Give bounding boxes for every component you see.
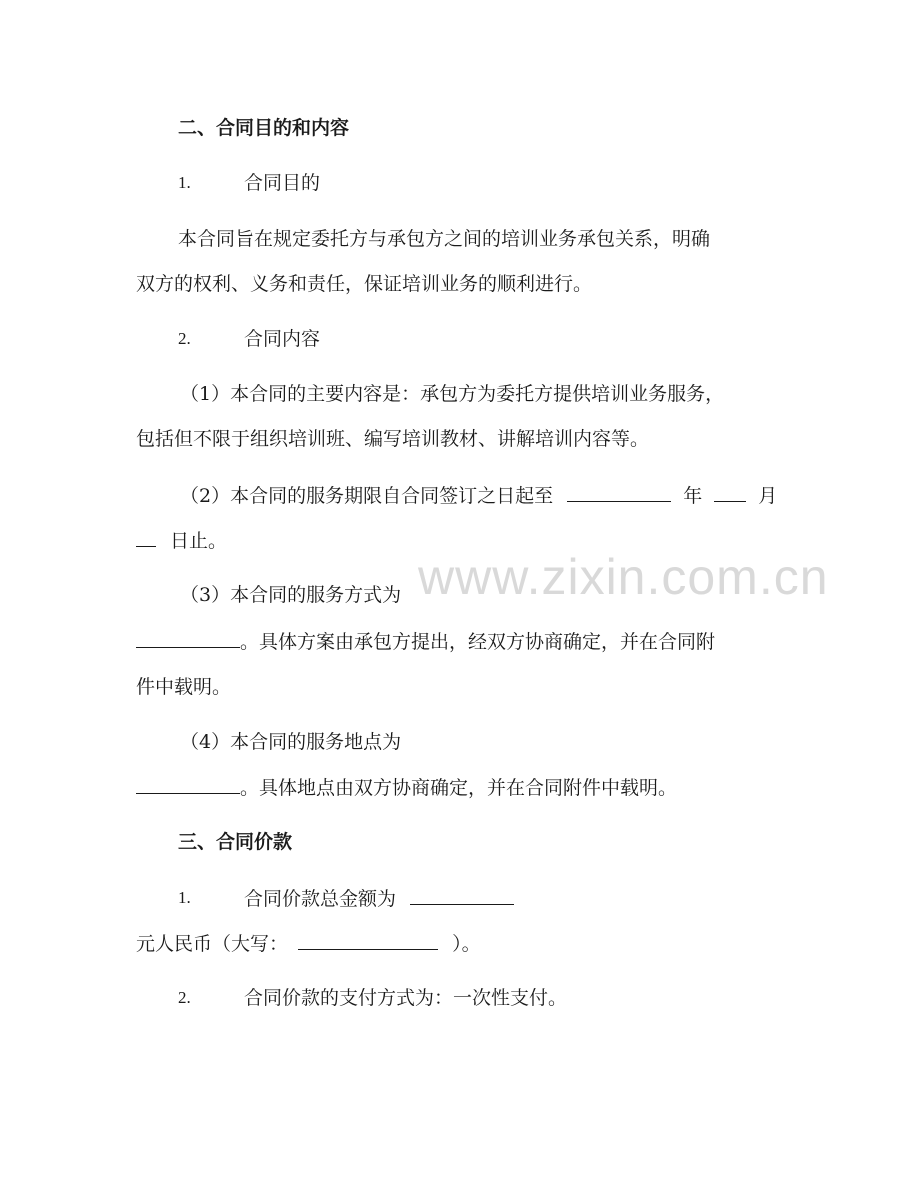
watermark: www.zixin.com.cn — [418, 549, 829, 605]
item-number: 1. — [178, 888, 191, 907]
paragraph-line — [136, 775, 677, 800]
item-number: 2. — [178, 988, 191, 1007]
fill-in-blank — [136, 629, 240, 648]
item-number: 1. — [178, 173, 191, 192]
paragraph-line — [136, 528, 227, 553]
item-title: 合同价款的支付方式为：一次性支付。 — [244, 987, 568, 1009]
paragraph-line: （3）本合同的服务方式为 — [180, 584, 402, 606]
paragraph-line: 双方的权利、义务和责任，保证培训业务的顺利进行。 — [136, 273, 593, 295]
paragraph-line: （4）本合同的服务地点为 — [180, 731, 402, 753]
paragraph-line: 件中载明。 — [136, 676, 232, 698]
fill-in-blank — [136, 528, 156, 547]
fill-in-blank — [567, 483, 671, 502]
paragraph-text: 日止。 — [170, 530, 228, 552]
paragraph-line — [136, 931, 481, 956]
paragraph-text: 。具体地点由双方协商确定，并在合同附件中载明。 — [240, 777, 678, 799]
paragraph-line — [180, 483, 777, 508]
paragraph-line — [136, 629, 715, 654]
paragraph-line: （1）本合同的主要内容是：承包方为委托方提供培训业务服务， — [180, 383, 725, 405]
fill-in-blank — [410, 886, 514, 905]
paragraph-text: 元人民币（大写： — [136, 933, 289, 955]
section-heading: 三、合同价款 — [178, 831, 293, 853]
item-number: 2. — [178, 329, 191, 348]
month-label: 月 — [758, 485, 778, 507]
paragraph-text: 合同价款总金额为 — [244, 888, 397, 910]
paragraph-text: 。具体方案由承包方提出，经双方协商确定，并在合同附 — [240, 631, 716, 653]
paragraph-text: ）。 — [452, 933, 481, 955]
fill-in-blank — [136, 775, 240, 794]
item-title — [244, 886, 514, 911]
paragraph-text: （2）本合同的服务期限自合同签订之日起至 — [180, 485, 554, 507]
section-heading: 二、合同目的和内容 — [178, 117, 350, 139]
year-label: 年 — [683, 485, 703, 507]
paragraph-line: 本合同旨在规定委托方与承包方之间的培训业务承包关系，明确 — [178, 228, 711, 250]
paragraph-line: 包括但不限于组织培训班、编写培训教材、讲解培训内容等。 — [136, 428, 650, 450]
fill-in-blank — [714, 483, 746, 502]
fill-in-blank — [298, 931, 438, 950]
item-title: 合同内容 — [244, 328, 321, 350]
item-title: 合同目的 — [244, 172, 321, 194]
